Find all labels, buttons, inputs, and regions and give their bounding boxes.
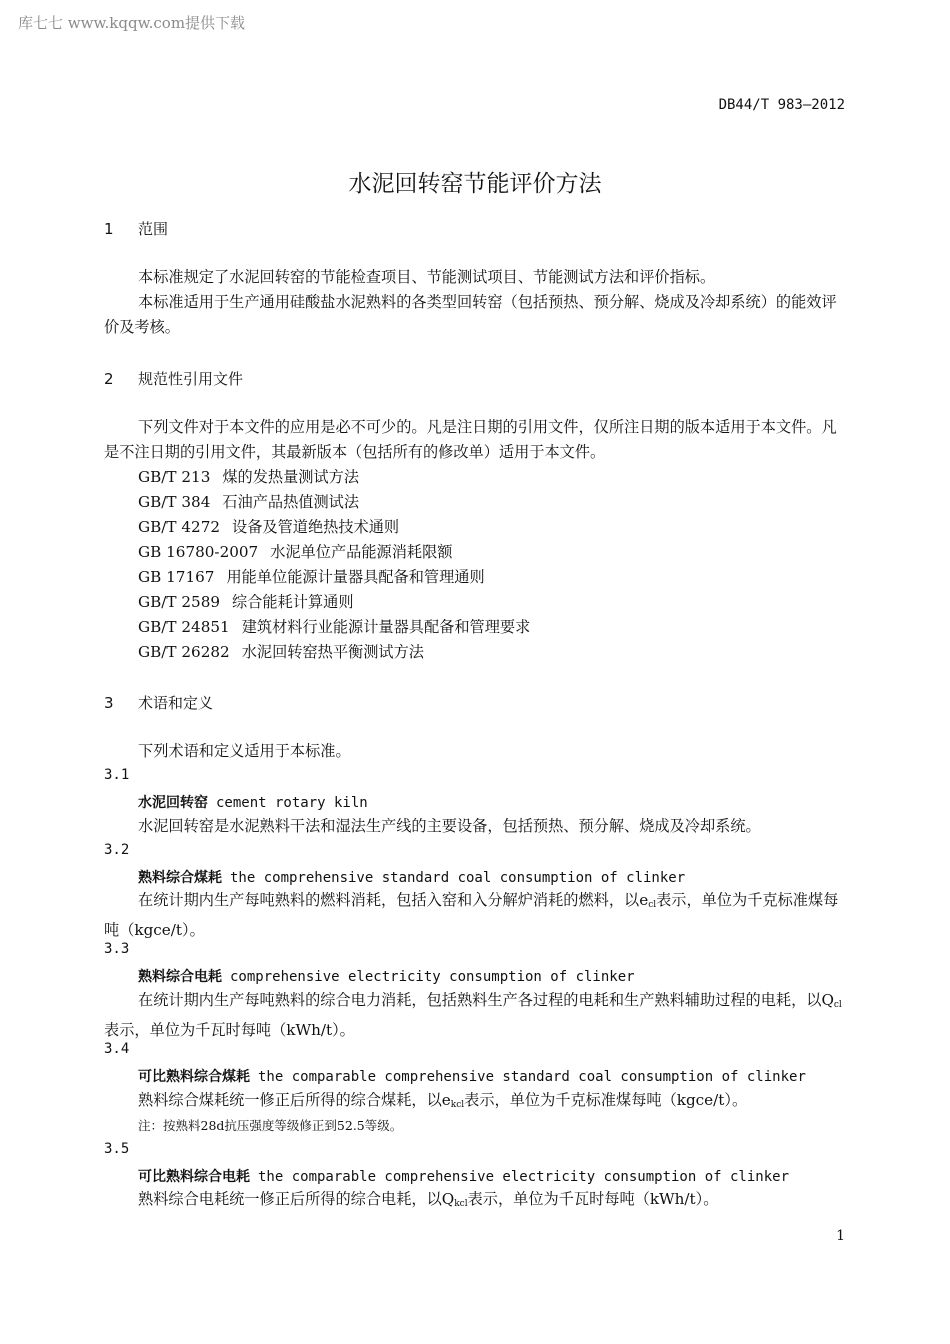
reference-item <box>138 640 424 665</box>
term-english: the comprehensive standard coal consumption of clinker <box>230 870 686 886</box>
term-english: the comparable comprehensive standard coal consumption of clinker <box>258 1069 806 1085</box>
term-definition: 在统计期内生产每吨熟料的燃料消耗，包括入窑和入分解炉消耗的燃料，以$e_{cl}$表示，单位为千克标准煤每吨（kgce/t）。 <box>104 891 839 939</box>
reference-code: GB/T 2589 <box>138 593 221 611</box>
watermark: 库七七 www.kqqw.com提供下载 <box>18 14 246 32</box>
reference-item <box>138 565 485 590</box>
reference-item <box>138 615 530 640</box>
terms-intro: 下列术语和定义适用于本标准。 <box>138 742 351 760</box>
clause-number: 3.4 <box>104 1041 130 1057</box>
reference-code: GB/T 4272 <box>138 518 221 536</box>
term-english: cement rotary kiln <box>216 795 368 811</box>
reference-title: 石油产品热值测试法 <box>222 493 360 511</box>
clause-number: 3.2 <box>104 842 130 858</box>
reference-title: 设备及管道绝热技术通则 <box>232 518 400 536</box>
term-definition: 在统计期内生产每吨熟料的综合电力消耗，包括熟料生产各过程的电耗和生产熟料辅助过程的电耗，以$Q_{cl}$表示，单位为千瓦时每吨（kWh/t）。 <box>104 991 842 1039</box>
section-1-heading <box>104 218 168 239</box>
term-heading <box>138 792 368 812</box>
scope-paragraph: 本标准适用于生产通用硅酸盐水泥熟料的各类型回转窑（包括预热、预分解、烧成及冷却系统）的能效评价及考核。 <box>104 293 837 336</box>
reference-item <box>138 540 452 565</box>
reference-title: 水泥回转窑热平衡测试方法 <box>241 643 424 661</box>
reference-item <box>138 590 354 615</box>
term-heading <box>138 1166 789 1186</box>
section-number: 2 <box>104 370 114 388</box>
section-2-heading <box>104 368 243 389</box>
page-number: 1 <box>836 1228 845 1244</box>
reference-code: GB 16780-2007 <box>138 543 259 561</box>
section-title: 规范性引用文件 <box>138 370 244 388</box>
reference-code: GB 17167 <box>138 568 215 586</box>
term-chinese: 熟料综合煤耗 <box>138 870 222 886</box>
reference-title: 水泥单位产品能源消耗限额 <box>270 543 453 561</box>
term-definition: 熟料综合煤耗统一修正后所得的综合煤耗，以$e_{kcl}$表示，单位为千克标准煤每吨（kgce/t）。 <box>138 1091 748 1110</box>
term-english: the comparable comprehensive electricity consumption of clinker <box>258 1169 790 1185</box>
reference-item <box>138 465 359 490</box>
section-3-heading <box>104 692 213 713</box>
section-title: 范围 <box>138 220 169 238</box>
term-heading <box>138 1066 806 1086</box>
document-title: 水泥回转窑节能评价方法 <box>348 171 602 198</box>
note: 注：按熟料28d抗压强度等级修正到52.5等级。 <box>138 1118 403 1133</box>
term-english: comprehensive electricity consumption of clinker <box>230 969 635 985</box>
reference-code: GB/T 26282 <box>138 643 230 661</box>
term-chinese: 水泥回转窑 <box>138 795 208 811</box>
references-intro: 下列文件对于本文件的应用是必不可少的。凡是注日期的引用文件，仅所注日期的版本适用于本文件。凡是不注日期的引用文件，其最新版本（包括所有的修改单）适用于本文件。 <box>104 418 837 461</box>
reference-title: 建筑材料行业能源计量器具配备和管理要求 <box>241 618 531 636</box>
section-title: 术语和定义 <box>138 694 214 712</box>
reference-code: GB/T 384 <box>138 493 211 511</box>
scope-paragraph: 本标准规定了水泥回转窑的节能检查项目、节能测试项目、节能测试方法和评价指标。 <box>138 268 716 286</box>
reference-item <box>138 490 359 515</box>
clause-number: 3.3 <box>104 941 130 957</box>
reference-item <box>138 515 399 540</box>
term-definition: 熟料综合电耗统一修正后所得的综合电耗，以$Q_{kcl}$表示，单位为千瓦时每吨（kWh/t）。 <box>138 1190 719 1209</box>
term-chinese: 熟料综合电耗 <box>138 969 222 985</box>
clause-number: 3.5 <box>104 1141 130 1157</box>
clause-number: 3.1 <box>104 767 130 783</box>
term-chinese: 可比熟料综合电耗 <box>138 1169 250 1185</box>
term-heading <box>138 867 685 887</box>
reference-title: 用能单位能源计量器具配备和管理通则 <box>226 568 485 586</box>
term-heading <box>138 966 635 986</box>
section-number: 1 <box>104 220 114 238</box>
reference-code: GB/T 24851 <box>138 618 230 636</box>
reference-title: 综合能耗计算通则 <box>232 593 354 611</box>
term-definition: 水泥回转窑是水泥熟料干法和湿法生产线的主要设备，包括预热、预分解、烧成及冷却系统。 <box>138 817 761 835</box>
reference-code: GB/T 213 <box>138 468 211 486</box>
standard-code: DB44/T 983—2012 <box>718 97 845 113</box>
reference-title: 煤的发热量测试方法 <box>222 468 360 486</box>
term-chinese: 可比熟料综合煤耗 <box>138 1069 250 1085</box>
section-number: 3 <box>104 694 114 712</box>
